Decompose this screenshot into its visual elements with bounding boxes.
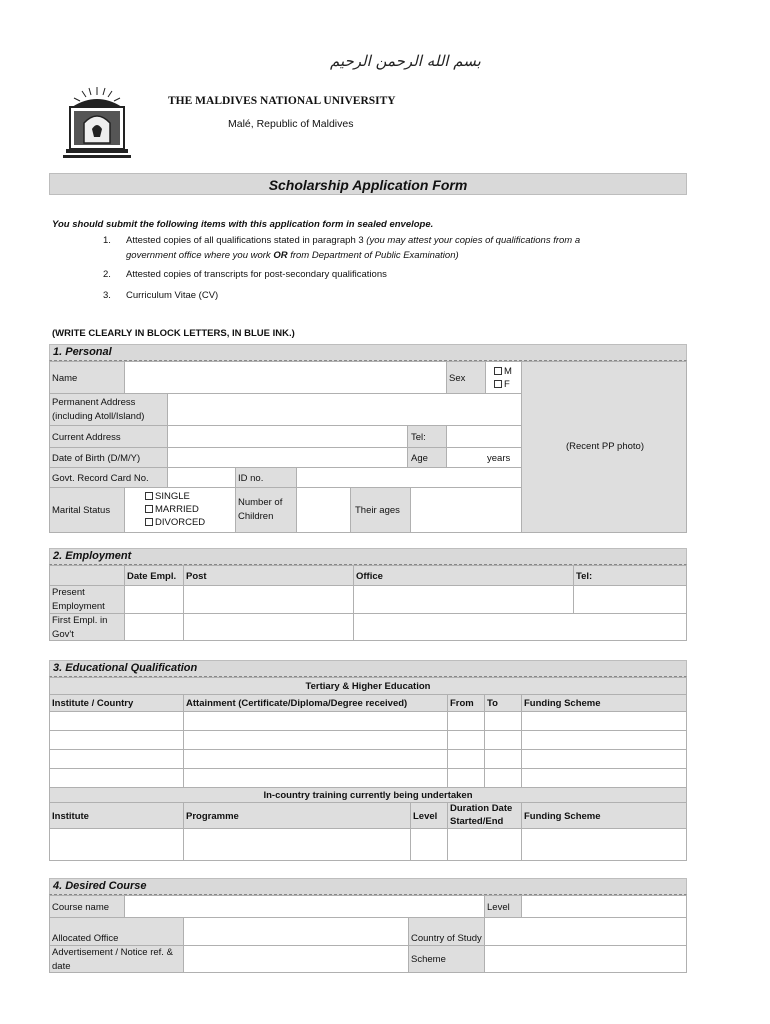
advert-field[interactable]	[183, 945, 409, 973]
scheme-field[interactable]	[484, 945, 687, 973]
incountry-funding-header: Funding Scheme	[524, 811, 601, 822]
first-post-field[interactable]	[183, 613, 354, 641]
item-number-1: 1.	[103, 235, 111, 246]
programme-header: Programme	[186, 811, 239, 822]
marital-single-option[interactable]: SINGLE	[145, 491, 190, 503]
country-study-label: Country of Study	[411, 933, 482, 944]
allocated-office-label-cell	[49, 917, 184, 946]
edu-row-4-attainment[interactable]	[183, 768, 448, 788]
university-name: THE MALDIVES NATIONAL UNIVERSITY	[168, 95, 396, 107]
marital-status-label-cell	[49, 487, 125, 533]
scheme-label-cell	[408, 945, 485, 973]
section-course-header	[49, 878, 687, 895]
age-label-cell	[407, 447, 447, 468]
duration-header-cell	[447, 802, 522, 829]
edu-row-4-institute[interactable]	[49, 768, 184, 788]
photo-box[interactable]	[521, 361, 687, 533]
present-tel-field[interactable]	[573, 585, 687, 614]
marital-married-option[interactable]: MARRIED	[145, 504, 199, 516]
allocated-office-field[interactable]	[183, 917, 409, 946]
first-empl-label-2: Gov't	[52, 629, 74, 640]
perm-address-label-cell	[49, 393, 168, 426]
years-label: years	[487, 453, 511, 464]
incountry-level-header: Level	[413, 811, 438, 822]
id-no-field[interactable]	[296, 467, 522, 488]
edu-row-2-to[interactable]	[484, 730, 522, 750]
edu-row-3-from[interactable]	[447, 749, 485, 769]
present-post-field[interactable]	[183, 585, 354, 614]
date-empl-header-cell	[124, 565, 184, 586]
incountry-subheader: In-country training currently being undertaken	[263, 790, 473, 801]
current-address-label: Current Address	[52, 432, 121, 443]
perm-address-field[interactable]	[167, 393, 522, 426]
funding-header: Funding Scheme	[524, 698, 601, 709]
section-employment-header	[49, 548, 687, 565]
govt-card-label-cell	[49, 467, 168, 488]
edu-row-1-funding[interactable]	[521, 711, 687, 731]
marital-status-label: Marital Status	[52, 505, 111, 516]
present-employment-label-cell	[49, 585, 125, 614]
item-1-text: Attested copies of all qualifications stated in paragraph 3 (you may attest your copies of qualifications from a	[126, 235, 581, 246]
incountry-level-header-cell	[410, 802, 448, 829]
edu-row-1-to[interactable]	[484, 711, 522, 731]
tertiary-subheader: Tertiary & Higher Education	[305, 681, 431, 692]
edu-row-4-funding[interactable]	[521, 768, 687, 788]
first-empl-label-cell	[49, 613, 125, 641]
course-level-label-cell	[484, 895, 522, 918]
edu-row-4-to[interactable]	[484, 768, 522, 788]
country-study-label-cell	[408, 917, 485, 946]
office-header: Office	[356, 571, 383, 582]
course-name-label-cell	[49, 895, 125, 918]
employment-corner-cell	[49, 565, 125, 586]
item-number-2: 2.	[103, 269, 111, 280]
govt-card-field[interactable]	[167, 467, 236, 488]
from-header: From	[450, 698, 474, 709]
current-address-label-cell	[49, 425, 168, 448]
sex-label: Sex	[449, 373, 466, 384]
section-education-header	[49, 660, 687, 677]
sex-f-checkbox[interactable]	[494, 380, 502, 388]
sex-f-option[interactable]: F	[494, 379, 510, 391]
dob-field[interactable]	[167, 447, 408, 468]
sex-m-checkbox[interactable]	[494, 367, 502, 375]
attainment-header-cell	[183, 694, 448, 712]
tel-label: Tel:	[411, 432, 426, 443]
incountry-subheader-cell	[49, 787, 687, 803]
allocated-office-label: Allocated Office	[52, 933, 119, 944]
incountry-funding-field[interactable]	[521, 828, 687, 861]
id-no-label: ID no.	[238, 473, 264, 484]
section-personal-header	[49, 344, 687, 361]
institute-country-header: Institute / Country	[52, 698, 134, 709]
bismillah-calligraphy: بسم الله الرحمن الرحيم	[330, 52, 481, 70]
first-office-field[interactable]	[353, 613, 687, 641]
institute-country-header-cell	[49, 694, 184, 712]
to-header: To	[487, 698, 498, 709]
dob-label-cell	[49, 447, 168, 468]
incountry-duration-field[interactable]	[447, 828, 522, 861]
first-empl-label-1: First Empl. in	[52, 615, 108, 626]
form-title: Scholarship Application Form	[268, 177, 468, 193]
sex-options-cell	[485, 361, 522, 394]
intro-heading: You should submit the following items with this application form in sealed envelope.	[52, 219, 434, 230]
from-header-cell	[447, 694, 485, 712]
present-date-field[interactable]	[124, 585, 184, 614]
sex-label-cell	[446, 361, 486, 394]
programme-header-cell	[183, 802, 411, 829]
section-education-title: 3. Educational Qualification	[53, 662, 198, 674]
current-address-field[interactable]	[167, 425, 408, 448]
edu-row-2-attainment[interactable]	[183, 730, 448, 750]
course-level-label: Level	[487, 902, 510, 913]
marital-options-cell	[124, 487, 236, 533]
item-2-text: Attested copies of transcripts for post-secondary qualifications	[126, 269, 387, 280]
name-field[interactable]	[124, 361, 447, 394]
course-name-field[interactable]	[124, 895, 485, 918]
section-personal-title: 1. Personal	[53, 346, 112, 358]
age-label: Age	[411, 453, 428, 464]
age-field[interactable]	[446, 447, 522, 468]
their-ages-field[interactable]	[410, 487, 522, 533]
marital-divorced-option[interactable]: DIVORCED	[145, 517, 205, 529]
instruction-text: (WRITE CLEARLY IN BLOCK LETTERS, IN BLUE INK.)	[52, 328, 295, 339]
university-logo	[62, 85, 132, 161]
their-ages-label-cell	[350, 487, 411, 533]
edu-row-3-attainment[interactable]	[183, 749, 448, 769]
item-number-3: 3.	[103, 290, 111, 301]
children-label-1: Number of	[238, 497, 283, 508]
perm-address-label-2: (including Atoll/Island)	[52, 411, 145, 422]
present-employment-label-2: Employment	[52, 601, 105, 612]
country-study-field[interactable]	[484, 917, 687, 946]
edu-row-3-funding[interactable]	[521, 749, 687, 769]
photo-label: (Recent PP photo)	[566, 441, 644, 452]
name-label-cell	[49, 361, 125, 394]
edu-row-2-institute[interactable]	[49, 730, 184, 750]
advert-label-cell	[49, 945, 184, 973]
edu-row-3-institute[interactable]	[49, 749, 184, 769]
to-header-cell	[484, 694, 522, 712]
form-title-bar	[49, 173, 687, 195]
office-header-cell	[353, 565, 574, 586]
first-date-field[interactable]	[124, 613, 184, 641]
attainment-header: Attainment (Certificate/Diploma/Degree received)	[186, 698, 408, 709]
perm-address-label-1: Permanent Address	[52, 397, 136, 408]
edu-row-1-attainment[interactable]	[183, 711, 448, 731]
present-office-field[interactable]	[353, 585, 574, 614]
university-location: Malé, Republic of Maldives	[228, 118, 354, 130]
advert-label-1: Advertisement / Notice ref. &	[52, 947, 173, 958]
their-ages-label: Their ages	[355, 505, 400, 516]
edu-row-4-from[interactable]	[447, 768, 485, 788]
section-employment-title: 2. Employment	[53, 550, 132, 562]
children-field[interactable]	[296, 487, 351, 533]
incountry-programme-field[interactable]	[183, 828, 411, 861]
edu-row-2-from[interactable]	[447, 730, 485, 750]
incountry-institute-header-cell	[49, 802, 184, 829]
emp-tel-header: Tel:	[576, 571, 593, 582]
edu-row-3-to[interactable]	[484, 749, 522, 769]
edu-row-1-from[interactable]	[447, 711, 485, 731]
post-header: Post	[186, 571, 207, 582]
date-empl-header: Date Empl.	[127, 571, 177, 582]
incountry-institute-header: Institute	[52, 811, 89, 822]
tertiary-subheader-cell	[49, 677, 687, 695]
post-header-cell	[183, 565, 354, 586]
funding-header-cell	[521, 694, 687, 712]
incountry-institute-field[interactable]	[49, 828, 184, 861]
single-checkbox[interactable]	[145, 492, 153, 500]
children-label-cell	[235, 487, 297, 533]
item-1-note: government office where you work OR from Department of Public Examination)	[126, 250, 459, 261]
tel-field[interactable]	[446, 425, 522, 448]
sex-m-option[interactable]: M	[494, 366, 512, 378]
govt-card-label: Govt. Record Card No.	[52, 473, 149, 484]
id-no-label-cell	[235, 467, 297, 488]
dob-label: Date of Birth (D/M/Y)	[52, 453, 141, 464]
duration-header-2: Started/End	[450, 816, 504, 827]
scheme-label: Scheme	[411, 954, 446, 965]
course-name-label: Course name	[52, 902, 110, 913]
course-level-field[interactable]	[521, 895, 687, 918]
edu-row-2-funding[interactable]	[521, 730, 687, 750]
incountry-level-field[interactable]	[410, 828, 448, 861]
married-checkbox[interactable]	[145, 505, 153, 513]
advert-label-2: date	[52, 961, 71, 972]
children-label-2: Children	[238, 511, 274, 522]
divorced-checkbox[interactable]	[145, 518, 153, 526]
emp-tel-header-cell	[573, 565, 687, 586]
tel-label-cell	[407, 425, 447, 448]
incountry-funding-header-cell	[521, 802, 687, 829]
item-3-text: Curriculum Vitae (CV)	[126, 290, 219, 301]
name-label: Name	[52, 373, 78, 384]
present-employment-label-1: Present	[52, 587, 85, 598]
section-course-title: 4. Desired Course	[53, 880, 147, 892]
edu-row-1-institute[interactable]	[49, 711, 184, 731]
duration-header-1: Duration Date	[450, 803, 513, 814]
